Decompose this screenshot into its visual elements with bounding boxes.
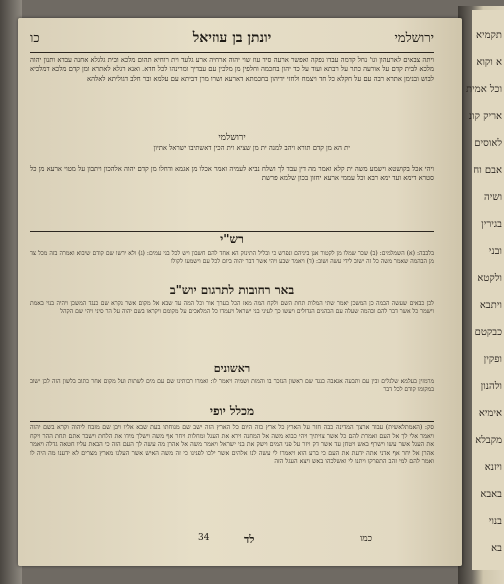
next-page-line: א וקוא [476, 57, 502, 68]
next-page-line: ויזנא [484, 462, 502, 473]
header-title: יונתן בן עוזיאל [192, 30, 272, 46]
next-page-line: כבקטם [474, 327, 502, 338]
next-page-line: אבם וח [473, 165, 502, 176]
next-page-line: אימיא [478, 408, 502, 419]
beer-title: באר רחובות לתרגום יוש"ב [169, 283, 295, 297]
rule-2 [30, 421, 434, 422]
page-number: 34 [198, 533, 210, 543]
next-page-line: תקמיא [475, 30, 502, 41]
yerushalmi-text: ית הא מן קדם תורא ויהב למנה ית מן שציא וית הכין דאשתיבו ישראל אתיון [153, 144, 350, 152]
next-page-edge [466, 10, 504, 570]
targum-text: ויתה צבאים לארעהון וגו' נחל קדמה עבדו נפקה ואפשר ארעה סיד עוז שוי יהוה ארחיה ארע גלעד וית רוחיא תהום מלכא ובית גלגלא אחנה עבדא ותנון יהוה מלכא לבית קדם על אורעה כתר על רבתא ועוד על כד יהון בחכמה וחלפין מן מלכין עם עבדיך ומרינהו לכל חדא. ואנא רגלא לאתרא ומן קדם מלכא דמלכיא לבוש ובנימן אתרא רבה עם על חקלא כל חד ויצמח ולחזי ידיהון בחכמתא דארעא ושרו מרן דביתא עם עלמא ובר חלב דגוליתא לאלהא [30, 56, 434, 83]
next-page-line: ובני [488, 246, 502, 257]
mikhlal-text: סק: (האמתלאשית) עבוד ארצך המדינה כבה חזר על הארץ כל ארץ כזה היום כל הארץ הזה ישב שם מנוחתו בעת שבא אליו ויבן שם מזבח ליהוה וקרא בשם יהוה ויאמר אלי לך אל העם ואמרת להם כל אשר צויתיך ויהי כבוא משה אל המחנה וירא את העגל ומחלות ויחר אף משה וישלך מידו את הלחת וישבר אתם תחת ההר ויקח את העגל אשר עשו וישרף באש ויטחן עד אשר דק ויזר על פני המים וישק את בני ישראל ויאמר משה אל אהרן מה עשה לך העם הזה כי הבאת עליו חטאה גדלה ויאמר אהרן אל יחר אף אדני אתה ידעת את העם כי ברע הוא ויאמרו לי עשה לנו אלהים אשר ילכו לפנינו כי זה משה האיש אשר העלנו מארץ מצרים לא ידענו מה היה לו ואמר להם למי זהב התפרקו ויתנו לי ואשלכהו באש ויצא העגל הזה [30, 424, 434, 466]
next-page-line: לאוסים [474, 138, 502, 149]
mikhlal-title: מכלל יופי [209, 404, 255, 418]
page-header [30, 30, 434, 52]
rashi-text: בלבבה: (א) השמלמים: (ב) שכר שמלו מן לקטור אנן ביניהם ונפרש כי ובליל התינוק הא אחד להם חשבון ויש לכל בני עמים: (ג) ולא ירשו שם קודם שיבוא ואמרה בזה מכל צד מן הבהמה שאמר משה כל זה ישוב לידי עשה ושוב: (ד) ויאמר שבע ויהי אשר דבר יהוה ביום לכל עם וישמעו לקולו [30, 250, 434, 265]
header-marker: כו [30, 31, 40, 46]
rishonim-text: מרמזין בעלמא שלגלים ובין עם ותבעה אגאבה כנגד שם ראשון הנזכר בו והמות ושמיה ויאמר לו: ואמרו רבותינו שם עם מים לשתות ועל מקום אחר כתוב בלשון הזה לכן ישוב במקומו קודם לכל דבר [30, 378, 434, 393]
next-page-line: ויתבא [479, 300, 502, 311]
targum-continued: ויהי אכל בקושטא וישמע משה ית קלא ואמר מה דין עבד לך ושלח נביא לעמיה ואמר אכלו מן אגמא ודחלו מן קדם יהוה אלהכון ויתבון על מטוי ארעא מן כל סטרא דימא ועד ימא רבא וכל עממי ארעא יחזון בכון שלמא פרשת [30, 165, 434, 183]
header-yerushalmi: ירושלמי [394, 31, 434, 46]
header-rule [30, 52, 434, 53]
next-page-line: בגירין [481, 219, 502, 230]
next-page-line: בנוי [488, 516, 502, 527]
next-page-line: ופקין [483, 354, 502, 365]
signature-mark: לד [244, 533, 255, 546]
next-page-line: ולהנון [480, 381, 502, 392]
next-page-line: ולקטא [477, 273, 502, 284]
next-page-line: אריק קונ [468, 111, 502, 122]
beer-text: לכן כבאים שעשה הבמה כן המשכן יאמר שתי המלות תחת השם ולקח המה מאז הכל בערך אור וכל המה עד שבא אל מקום אשר נקרא שם כנגד המשכן ויהיה בנוי באמת וישמר כל אשר דבר להם ובהמה שעלה עם הכהנים הגדולים ויעשו כך לעיני בני ישראל ויעמדו כל המלאכים על מקומם ויקראו בשם יהוה על הר סיני ויהי שם הקהל [30, 300, 434, 315]
next-page-line: מקבלא [475, 435, 502, 446]
rashi-title: רש"י [220, 232, 244, 246]
catchword: כמו [360, 534, 373, 544]
next-page-line: וכל אמית [466, 84, 502, 95]
next-page-line: ושיה [483, 192, 502, 203]
page-footer [30, 533, 434, 547]
rishonim-title: ראשונים [213, 362, 251, 375]
yerushalmi-label: ירושלמי [218, 133, 246, 143]
next-page-line: באבא [480, 489, 502, 500]
next-page-line: בא [491, 543, 502, 554]
